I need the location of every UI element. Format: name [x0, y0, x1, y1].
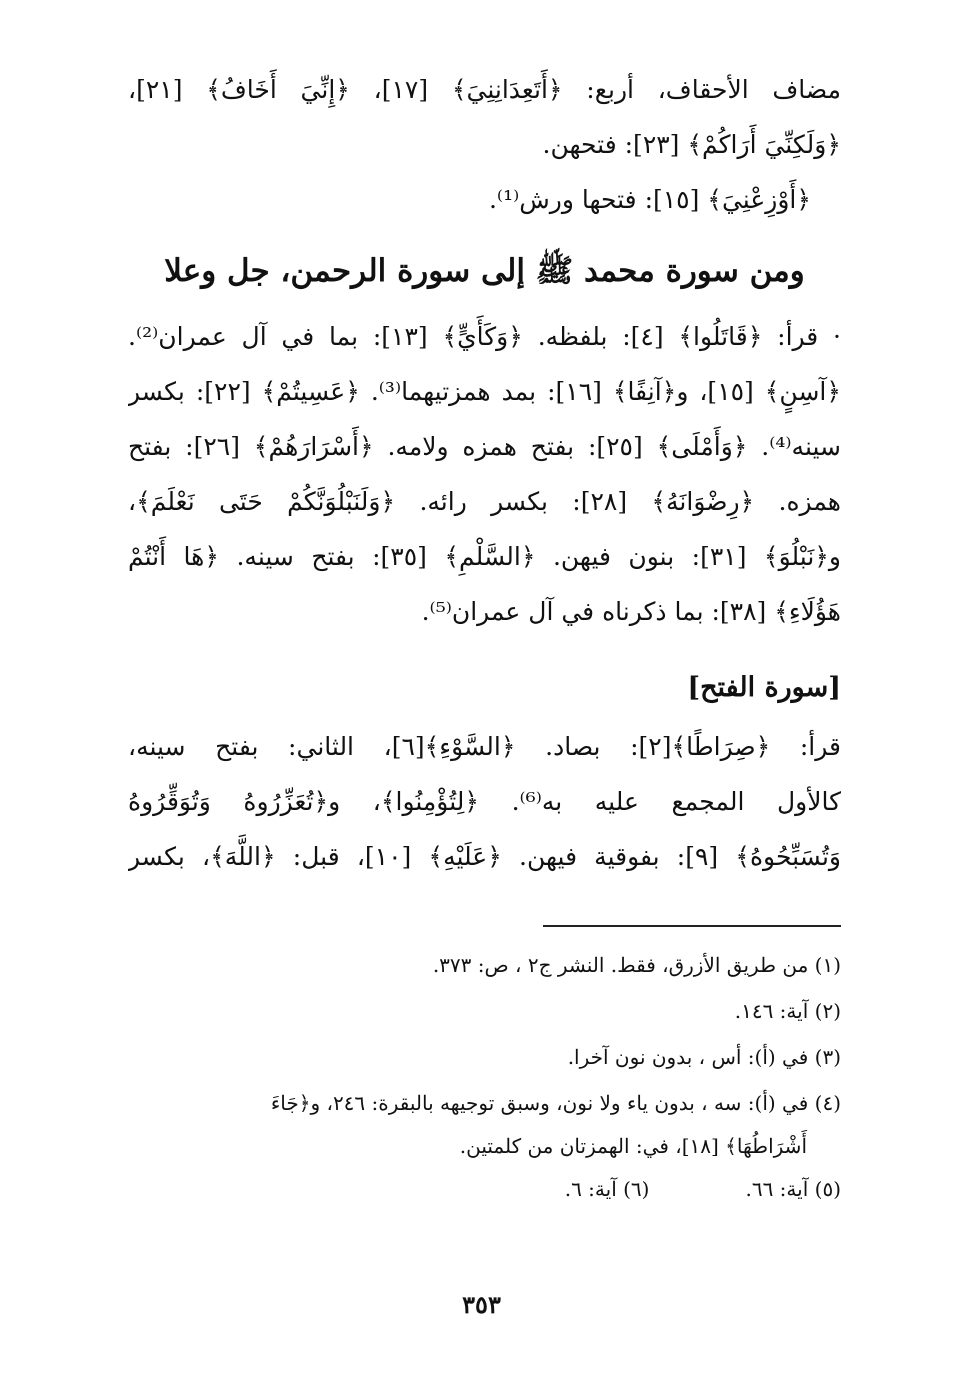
- text-line: و﴿نَبْلُوَ﴾ [٣١]: بنون فيهن. ﴿السَّلْمِ﴾ [٣٥]: بفتح سينه. ﴿هَا أَنْتُمْ: [128, 542, 841, 571]
- chapter-heading: ومن سورة محمد ﷺ إلى سورة الرحمن، جل وعلا: [164, 253, 805, 289]
- section-fath: [128, 719, 841, 884]
- footnote: (٢) آية: ١٤٦.: [734, 999, 841, 1023]
- footnote-continuation: أَشْرَاطُهَا﴾ [١٨]، في: الهمزتان من كلمتين.: [459, 1134, 807, 1158]
- footnote-row: [128, 1166, 841, 1212]
- text-line: همزه. ﴿رِضْوَانَهُ﴾ [٢٨]: بكسر رائه. ﴿وَلَنَبْلُوَنَّكُمْ حَتَى نَعْلَمَ﴾،: [128, 487, 841, 516]
- main-text: [128, 62, 841, 884]
- footnote: (٤) في (أ): سه ، بدون ياء ولا نون، وسبق توجيهه بالبقرة: ٢٤٦، و﴿جَاءَ: [270, 1091, 841, 1115]
- footnote-separator: [543, 925, 841, 927]
- text-line: ﴿وَلَكِنِّيَ أَرَاكُمْ﴾ [٢٣]: فتحهن.: [542, 130, 841, 159]
- footnote: (٥) آية: ٦٦.: [745, 1177, 841, 1201]
- footnotes: [128, 942, 841, 1212]
- footnote: (٣) في (أ): أس ، بدون نون آخرا.: [567, 1045, 841, 1069]
- footnote: (٦) آية: ٦.: [564, 1177, 650, 1201]
- text-line: ﴿آسِنٍ﴾ [١٥]، و﴿آنِفًا﴾ [١٦]: بمد همزتيهما⁽³⁾. ﴿عَسِيتُمْ﴾ [٢٢]: بكسر: [128, 377, 841, 406]
- page-number: ٣٥٣: [462, 1290, 501, 1319]
- text-line: سينه⁽⁴⁾. ﴿وَأَمْلَى﴾ [٢٥]: بفتح همزه ولامه. ﴿أَسْرَارَهُمْ﴾ [٢٦]: بفتح: [128, 432, 841, 461]
- section-heading-fath: [سورة الفتح]: [687, 672, 841, 703]
- text-line: · قرأ: ﴿قَاتَلُوا﴾ [٤]: بلفظه. ﴿وَكَأَيٍّ﴾ [١٣]: بما في آل عمران⁽²⁾.: [128, 322, 841, 351]
- text-line: ﴿أَوْزِعْنِيَ﴾ [١٥]: فتحها ورش⁽¹⁾.: [488, 185, 811, 214]
- section-muhammad: [128, 309, 841, 639]
- text-line: مضاف الأحقاف، أربع: ﴿أَتَعِدَانِنِيَ﴾ [١٧]، ﴿إِنِّيَ أَخَافُ﴾ [٢١]،: [128, 75, 841, 104]
- text-line: كالأول المجمع عليه به⁽⁶⁾. ﴿لِتُؤْمِنُوا﴾، و﴿تُعَزِّرُوهُ وَتُوَقِّرُوهُ: [128, 787, 841, 816]
- footnote: (١) من طريق الأزرق، فقط. النشر ج٢ ، ص: ٣٧٣.: [432, 953, 841, 977]
- section-ahqaf-end: [128, 62, 841, 227]
- text-line: هَؤُلَاءِ﴾ [٣٨]: بما ذكرناه في آل عمران⁽⁵⁾.: [421, 597, 841, 626]
- text-line: وَتُسَبِّحُوهُ﴾ [٩]: بفوقية فيهن. ﴿عَلَيْهِ﴾ [١٠]، قبل: ﴿اللَّهَ﴾، بكسر: [128, 842, 841, 871]
- text-line: قرأ: ﴿صِرَاطًا﴾[٢]: بصاد. ﴿السَّوْءِ﴾[٦]، الثاني: بفتح سينه،: [128, 732, 841, 761]
